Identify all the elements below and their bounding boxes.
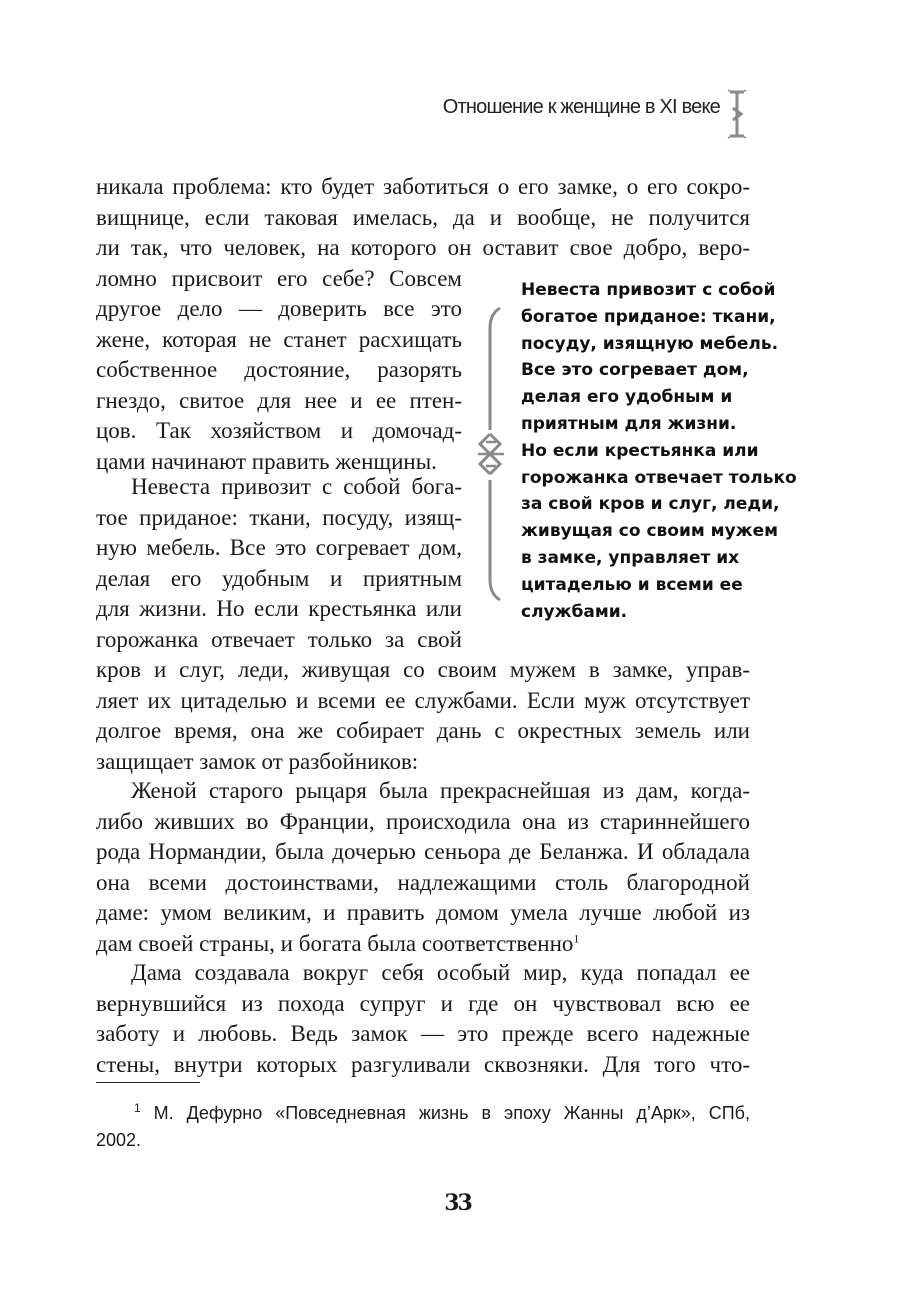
text-line: даме: умом великим, и править домом умела лучше любой из <box>96 900 750 925</box>
text-line: тое приданое: ткани, посуду, изящ- <box>96 504 462 530</box>
quote-block <box>96 776 750 959</box>
text-line: стены, внутри которых разгуливали сквозняки. Для того что- <box>96 1051 750 1077</box>
paragraph-1-full <box>96 172 750 264</box>
pull-quote-line: богатое приданое: ткани, <box>521 306 776 327</box>
text-line: никала проблема: кто будет заботиться о его замке, о его сокро- <box>96 174 750 199</box>
pull-quote <box>521 277 841 625</box>
text-line: ломно присвоит его себе? Совсем <box>96 265 462 291</box>
pull-quote-line: цитаделью и всеми ее <box>521 574 743 595</box>
text-line <box>96 929 750 960</box>
paragraph-1-narrow <box>96 264 462 478</box>
footnote-text: М. Дефурно «Повседневная жизнь в эпоху Жанны д’Арк», СПб, <box>153 1103 750 1123</box>
paragraph-2-full <box>96 655 750 777</box>
text-line: вищнице, если таковая имелась, да и вообще, не получится <box>96 204 750 230</box>
running-header: Отношение к женщине в XI веке <box>442 96 720 118</box>
text-line: Невеста привозит с собой бога- <box>131 474 462 499</box>
pull-quote-line: горожанка отвечает только <box>521 467 797 488</box>
text-line: заботу и любовь. Ведь замок — это прежде всего надежные <box>96 1021 750 1046</box>
paragraph-3 <box>96 958 750 1080</box>
text-line: долгое время, она же собирает дань с окрестных земель или <box>96 718 750 743</box>
text-line: цов. Так хозяйством и домочад- <box>96 418 462 443</box>
page-number: 33 <box>444 1190 471 1216</box>
footnote-line <box>96 1100 750 1127</box>
footnote-divider <box>96 1082 200 1083</box>
pull-quote-line: посуду, изящную мебель. <box>521 333 779 354</box>
text-line: ляет их цитаделью и всеми ее службами. Если муж отсутствует <box>96 687 750 713</box>
text-line: ли так, что человек, на которого он оставит свое добро, веро- <box>96 235 750 260</box>
text-line: Женой старого рыцаря была прекраснейшая из дам, когда- <box>131 778 750 803</box>
pull-quote-line: Но если крестьянка или <box>521 440 759 461</box>
text-line: гнездо, свитое для нее и ее птен- <box>96 387 462 413</box>
text-line: делая его удобным и приятным <box>96 565 462 591</box>
text-line: собственное достояние, разорять <box>96 357 462 382</box>
text-line: Дама создавала вокруг себя особый мир, куда попадал ее <box>131 960 750 985</box>
pull-quote-line: делая его удобным и <box>521 387 733 408</box>
pull-quote-line: Невеста привозит с собой <box>521 280 776 300</box>
pull-quote-line: за свой кров и слуг, леди, <box>521 494 780 515</box>
quote-last-text: дам своей страны, и богата была соответственно <box>96 930 574 956</box>
text-line: она всеми достоинствами, надлежащими столь благородной <box>96 869 750 895</box>
paragraph-2-narrow <box>96 472 462 655</box>
text-line: горожанка отвечает только за свой <box>96 626 462 652</box>
sidebar-bracket-icon <box>476 304 516 604</box>
text-line: цами начинают править женщины. <box>96 448 437 474</box>
text-line: рода Нормандии, была дочерью сеньора де Беланжа. И обладала <box>96 839 750 864</box>
text-line: либо живших во Франции, происходила она из стариннейшего <box>96 808 750 834</box>
footnote-mark: 1 <box>134 1101 141 1115</box>
text-line: другое дело — доверить все это <box>96 296 462 321</box>
pull-quote-line: службами. <box>521 601 628 622</box>
text-line: для жизни. Но если крестьянка или <box>96 596 462 621</box>
footnote-line: 2002. <box>96 1130 142 1150</box>
footnote-ref: 1 <box>573 930 580 945</box>
header-ornament-icon <box>724 88 750 140</box>
pull-quote-line: в замке, управляет их <box>521 547 740 568</box>
text-line: жене, которая не станет расхищать <box>96 326 462 352</box>
text-line: защищает замок от разбойников: <box>96 748 419 774</box>
text-line: ную мебель. Все это согревает дом, <box>96 535 462 560</box>
pull-quote-line: приятным для жизни. <box>521 413 737 434</box>
pull-quote-line: Все это согревает дом, <box>521 360 749 381</box>
text-line: вернувшийся из похода супруг и где он чувствовал всю ее <box>96 990 750 1016</box>
text-line: кров и слуг, леди, живущая со своим мужем в замке, управ- <box>96 657 750 682</box>
pull-quote-line: живущая со своим мужем <box>521 521 779 542</box>
footnote <box>96 1100 750 1154</box>
